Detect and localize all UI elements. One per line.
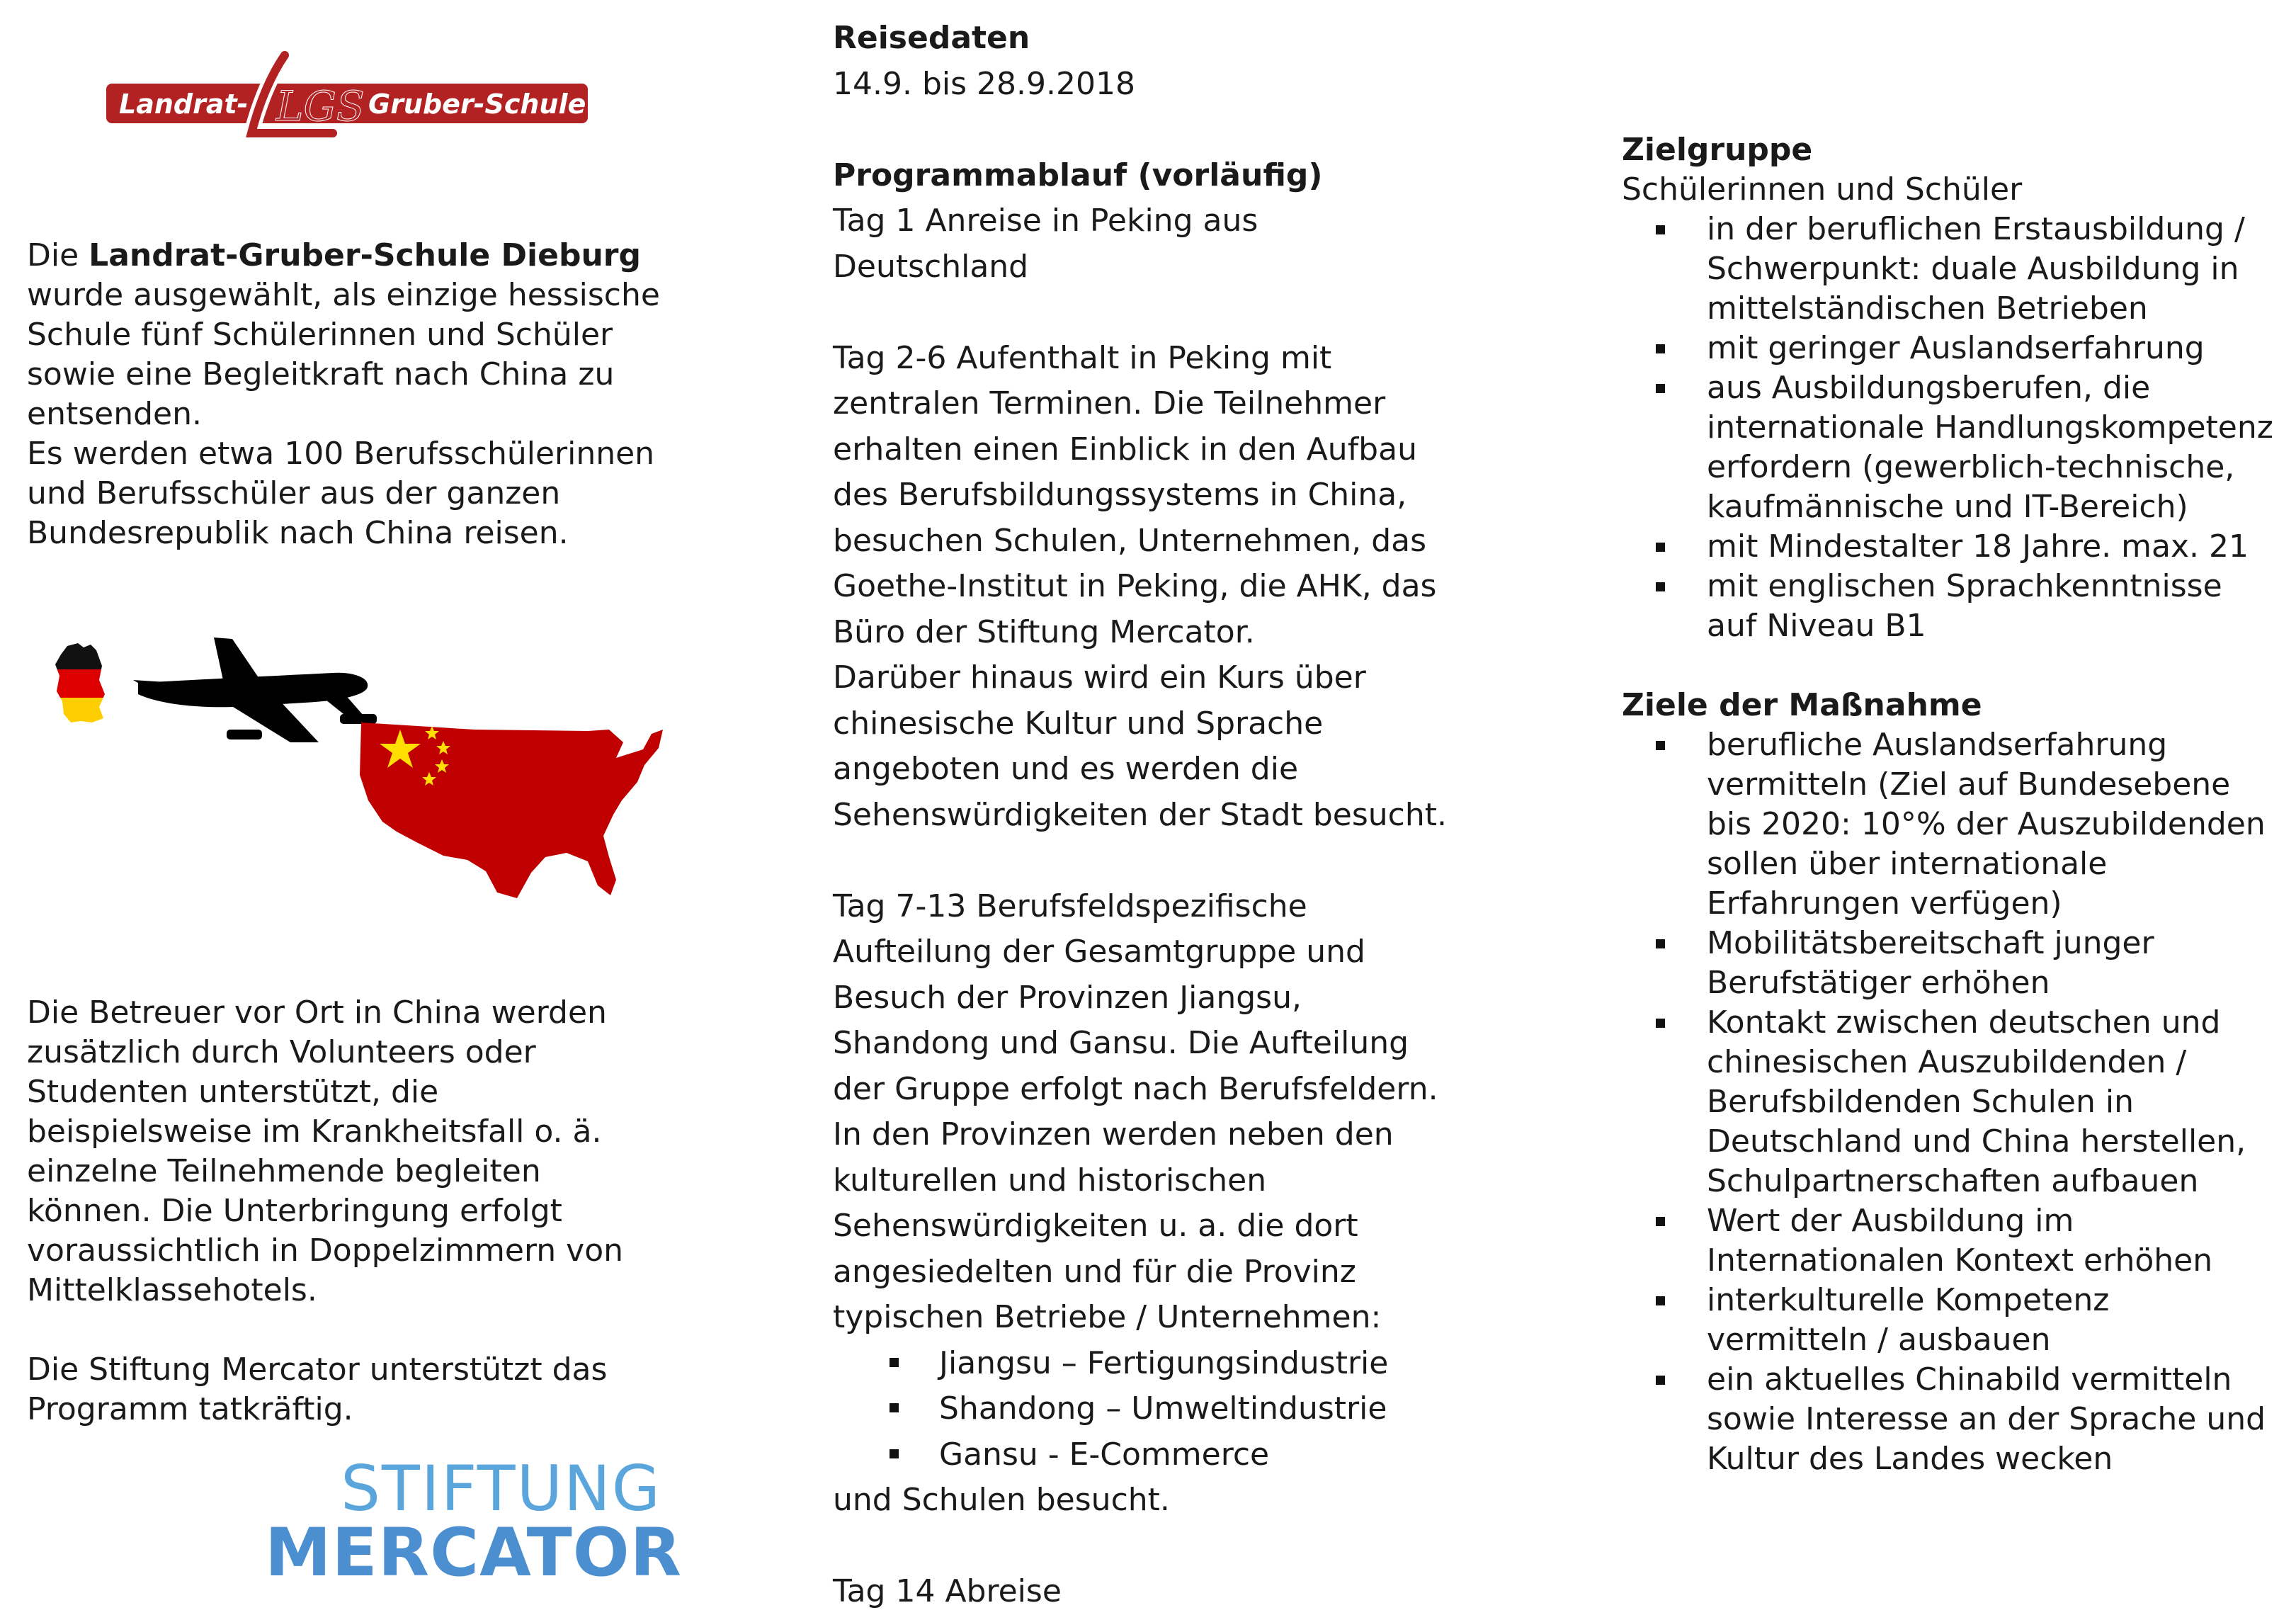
ziele-list bbox=[1622, 725, 2273, 1479]
logo-left-text: Landrat- bbox=[119, 89, 249, 120]
list-item: mit geringer Auslandserfahrung bbox=[1622, 329, 2273, 368]
airplane-icon bbox=[133, 638, 377, 742]
betreuer-paragraph: Die Betreuer vor Ort in China werden zusätzlich durch Volunteers oder Studenten unterstützt, die beispielsweise im Krankheitsfall o. ä. einzelne Teilnehmende begleiten können. Die Unterbringung erfolgt voraussichtlich in Doppelzimmern von Mittelklassehotels. bbox=[27, 994, 624, 1308]
list-item: Gansu - E-Commerce bbox=[833, 1432, 1456, 1478]
school-logo bbox=[106, 50, 588, 149]
logo-monogram: LGS bbox=[276, 82, 365, 130]
provinz-list bbox=[833, 1341, 1456, 1478]
tag1-text: Tag 1 Anreise in Peking aus Deutschland bbox=[833, 203, 1258, 285]
schulen-text: und Schulen besucht. bbox=[833, 1482, 1170, 1518]
programm-heading: Programmablauf (vorläufig) bbox=[833, 157, 1323, 193]
list-item: mit englischen Sprachkenntnisse auf Niveau B1 bbox=[1622, 567, 2273, 646]
usa-china-flag-map bbox=[360, 722, 663, 898]
tag14-text: Tag 14 Abreise bbox=[833, 1573, 1062, 1609]
reisedaten-heading: Reisedaten bbox=[833, 20, 1030, 56]
germany-flag-map bbox=[50, 641, 113, 726]
travel-graphic bbox=[50, 623, 673, 921]
list-item: aus Ausbildungsberufen, die internationale Handlungskompetenz erfordern (gewerblich-technische, kaufmännische und IT-Bereich) bbox=[1622, 368, 2273, 527]
stiftung-mercator-logo bbox=[265, 1452, 682, 1592]
list-item: Mobilitätsbereitschaft junger Berufstätiger erhöhen bbox=[1622, 924, 2273, 1003]
list-item: ein aktuelles Chinabild vermitteln sowie Interesse an der Sprache und Kultur des Landes wecken bbox=[1622, 1360, 2273, 1479]
list-item: berufliche Auslandserfahrung vermitteln (Ziel auf Bundesebene bis 2020: 10°% der Auszubildenden sollen über internationale Erfahrungen verfügen) bbox=[1622, 725, 2273, 924]
intro-paragraph: Die Landrat-Gruber-Schule Dieburg wurde ausgewählt, als einzige hessische Schule fünf Schülerinnen und Schüler sowie eine Begleitkraft nach China zu entsenden. bbox=[27, 237, 660, 432]
zielgruppe-heading: Zielgruppe bbox=[1622, 132, 1813, 168]
reisedaten-value: 14.9. bis 28.9.2018 bbox=[833, 65, 1135, 102]
kurs-text: Darüber hinaus wird ein Kurs über chinesische Kultur und Sprache angeboten und es werden die Sehenswürdigkeiten der Stadt besucht. bbox=[833, 659, 1447, 833]
participants-paragraph: Es werden etwa 100 Berufsschülerinnen und Berufsschüler aus der ganzen Bundesrepublik nach China reisen. bbox=[27, 436, 655, 551]
tag2-6-text: Tag 2-6 Aufenthalt in Peking mit zentralen Terminen. Die Teilnehmer erhalten einen Einblick in den Aufbau des Berufsbildungssystems in China, besuchen Schulen, Unternehmen, das Goethe-Institut in Peking, die AHK, das Büro der Stiftung Mercator. bbox=[833, 339, 1437, 650]
middle-column bbox=[833, 16, 1456, 1615]
list-item: Kontakt zwischen deutschen und chinesischen Auszubildenden / Berufsbildenden Schulen in Deutschland und China herstellen, Schulpartnerschaften aufbauen bbox=[1622, 1003, 2273, 1201]
mercator-logo-top: STIFTUNG bbox=[341, 1452, 661, 1525]
list-item: Wert der Ausbildung im Internationalen Kontext erhöhen bbox=[1622, 1201, 2273, 1281]
ziele-heading: Ziele der Maßnahme bbox=[1622, 687, 1982, 723]
provinzen-text: In den Provinzen werden neben den kulturellen und historischen Sehenswürdigkeiten u. a. die dort angesiedelten und für die Provinz typischen Betriebe / Unternehmen: bbox=[833, 1116, 1394, 1335]
right-column bbox=[1622, 130, 2273, 1479]
list-item: Jiangsu – Fertigungsindustrie bbox=[833, 1341, 1456, 1387]
logo-right-text: Gruber-Schule bbox=[368, 89, 586, 120]
mercator-logo-bottom: MERCATOR bbox=[265, 1514, 682, 1592]
mercator-paragraph: Die Stiftung Mercator unterstützt das Programm tatkräftig. bbox=[27, 1352, 608, 1427]
list-item: interkulturelle Kompetenz vermitteln / ausbauen bbox=[1622, 1281, 2273, 1360]
list-item: in der beruflichen Erstausbildung / Schwerpunkt: duale Ausbildung in mittelständischen Betrieben bbox=[1622, 210, 2273, 329]
school-name: Landrat-Gruber-Schule Dieburg bbox=[89, 237, 641, 273]
list-item: Shandong – Umweltindustrie bbox=[833, 1386, 1456, 1432]
list-item: mit Mindestalter 18 Jahre. max. 21 bbox=[1622, 527, 2273, 567]
zielgruppe-list bbox=[1622, 210, 2273, 646]
zielgruppe-intro: Schülerinnen und Schüler bbox=[1622, 171, 2023, 208]
tag7-13-text: Tag 7-13 Berufsfeldspezifische Aufteilung der Gesamtgruppe und Besuch der Provinzen Jiangsu, Shandong und Gansu. Die Aufteilung der Gruppe erfolgt nach Berufsfeldern. bbox=[833, 888, 1438, 1107]
